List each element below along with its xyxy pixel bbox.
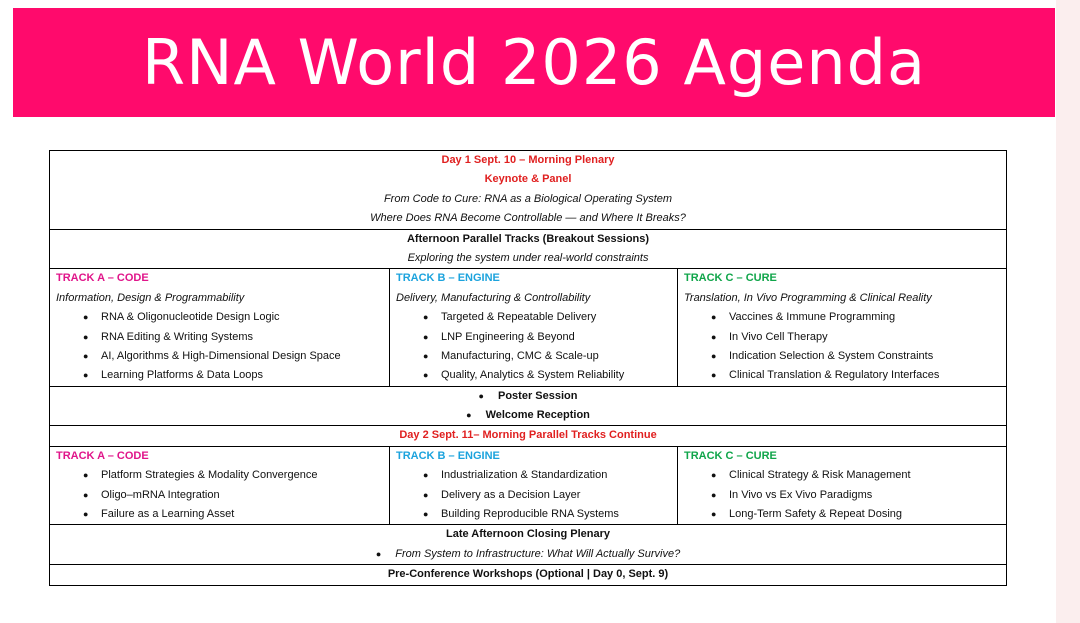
list-item: ● Building Reproducible RNA Systems — [396, 505, 671, 524]
list-item: ● Targeted & Repeatable Delivery — [396, 308, 671, 327]
day1-track-b — [390, 269, 678, 386]
bullet-icon: ● — [83, 331, 89, 342]
list-item: ● LNP Engineering & Beyond — [396, 328, 671, 347]
day1-track-c — [678, 269, 1007, 386]
bullet-icon: ● — [711, 489, 717, 500]
list-item: ● Platform Strategies & Modality Convergence — [56, 466, 383, 485]
track-b-subtitle: Delivery, Manufacturing & Controllability — [396, 291, 591, 304]
day1-session-1: From Code to Cure: RNA as a Biological Operating System — [383, 192, 673, 205]
poster-session: ● Poster Session — [478, 389, 578, 402]
closing-row — [50, 525, 1007, 565]
list-item: ● RNA & Oligonucleotide Design Logic — [56, 308, 383, 327]
afternoon-heading: Afternoon Parallel Tracks (Breakout Sessions) — [406, 232, 650, 245]
agenda-table — [49, 150, 1007, 586]
bullet-icon: ● — [711, 470, 717, 481]
list-item: ● Clinical Strategy & Risk Management — [684, 466, 1000, 485]
day1-cell — [50, 151, 1007, 230]
bullet-icon: ● — [423, 470, 429, 481]
evening-row — [50, 386, 1007, 426]
list-item: ● Learning Platforms & Data Loops — [56, 366, 383, 385]
day2-track-b — [390, 446, 678, 525]
workshops-cell — [50, 565, 1007, 585]
bullet-icon: ● — [711, 331, 717, 342]
bullet-icon: ● — [423, 331, 429, 342]
day1-track-a — [50, 269, 390, 386]
closing-heading: Late Afternoon Closing Plenary — [446, 528, 611, 541]
workshops-row — [50, 565, 1007, 585]
track-a-list — [56, 308, 383, 386]
track-a-label: TRACK A – CODE — [56, 449, 149, 462]
bullet-icon: ● — [83, 370, 89, 381]
bullet-icon: ● — [83, 489, 89, 500]
track-a-label: TRACK A – CODE — [56, 272, 149, 285]
bullet-icon: ● — [83, 470, 89, 481]
bullet-icon: ● — [711, 509, 717, 520]
bullet-icon: ● — [711, 312, 717, 323]
track-c-list — [684, 466, 1000, 524]
day1-heading: Day 1 Sept. 10 – Morning Plenary — [441, 154, 615, 166]
list-item: ● AI, Algorithms & High-Dimensional Design Space — [56, 347, 383, 366]
day2-heading: Day 2 Sept. 11– Morning Parallel Tracks Continue — [399, 429, 657, 442]
day2-track-a — [50, 446, 390, 525]
track-c-subtitle: Translation, In Vivo Programming & Clinical Reality — [684, 291, 932, 304]
day2-row — [50, 426, 1007, 446]
bullet-icon: ● — [423, 312, 429, 323]
workshops-heading: Pre-Conference Workshops (Optional | Day 0, Sept. 9) — [387, 568, 669, 581]
bullet-icon: ● — [423, 350, 429, 361]
list-item: ● Manufacturing, CMC & Scale-up — [396, 347, 671, 366]
title-banner — [13, 8, 1055, 117]
list-item: ● Long-Term Safety & Repeat Dosing — [684, 505, 1000, 524]
track-b-label: TRACK B – ENGINE — [396, 272, 500, 285]
day1-row — [50, 151, 1007, 230]
day2-track-c — [678, 446, 1007, 525]
track-c-label: TRACK C – CURE — [684, 449, 777, 462]
bullet-icon: ● — [83, 509, 89, 520]
bullet-icon: ● — [423, 370, 429, 381]
bullet-icon: ● — [423, 489, 429, 500]
bullet-icon: ● — [83, 312, 89, 323]
list-item: ● RNA Editing & Writing Systems — [56, 328, 383, 347]
bullet-icon: ● — [83, 350, 89, 361]
list-item: ● Failure as a Learning Asset — [56, 505, 383, 524]
day2-tracks-row — [50, 446, 1007, 525]
day1-tracks-row — [50, 269, 1007, 386]
page-title: RNA World 2026 Agenda — [141, 26, 926, 99]
afternoon-row — [50, 229, 1007, 269]
day1-subheading: Keynote & Panel — [484, 173, 572, 186]
afternoon-subheading: Exploring the system under real-world constraints — [407, 251, 649, 264]
list-item: ● In Vivo vs Ex Vivo Paradigms — [684, 486, 1000, 505]
list-item: ● Delivery as a Decision Layer — [396, 486, 671, 505]
bullet-icon: ● — [423, 509, 429, 520]
closing-item: ● From System to Infrastructure: What Will Actually Survive? — [375, 547, 681, 560]
list-item: ● In Vivo Cell Therapy — [684, 328, 1000, 347]
list-item: ● Industrialization & Standardization — [396, 466, 671, 485]
afternoon-cell — [50, 229, 1007, 269]
bullet-icon: ● — [375, 548, 382, 559]
track-b-label: TRACK B – ENGINE — [396, 449, 500, 462]
bullet-icon: ● — [711, 350, 717, 361]
track-c-label: TRACK C – CURE — [684, 272, 777, 285]
evening-cell — [50, 386, 1007, 426]
track-b-list — [396, 466, 671, 524]
closing-cell — [50, 525, 1007, 565]
list-item: ● Vaccines & Immune Programming — [684, 308, 1000, 327]
bullet-icon: ● — [466, 410, 472, 421]
list-item: ● Quality, Analytics & System Reliability — [396, 366, 671, 385]
day1-session-2: Where Does RNA Become Controllable — and Where It Breaks? — [370, 212, 686, 225]
welcome-reception: ● Welcome Reception — [466, 409, 590, 422]
track-b-list — [396, 308, 671, 386]
track-a-list — [56, 466, 383, 524]
list-item: ● Clinical Translation & Regulatory Interfaces — [684, 366, 1000, 385]
list-item: ● Oligo–mRNA Integration — [56, 486, 383, 505]
bullet-icon: ● — [478, 390, 484, 401]
track-a-subtitle: Information, Design & Programmability — [56, 291, 245, 304]
track-c-list — [684, 308, 1000, 386]
bullet-icon: ● — [711, 370, 717, 381]
list-item: ● Indication Selection & System Constraints — [684, 347, 1000, 366]
day2-cell — [50, 426, 1007, 446]
